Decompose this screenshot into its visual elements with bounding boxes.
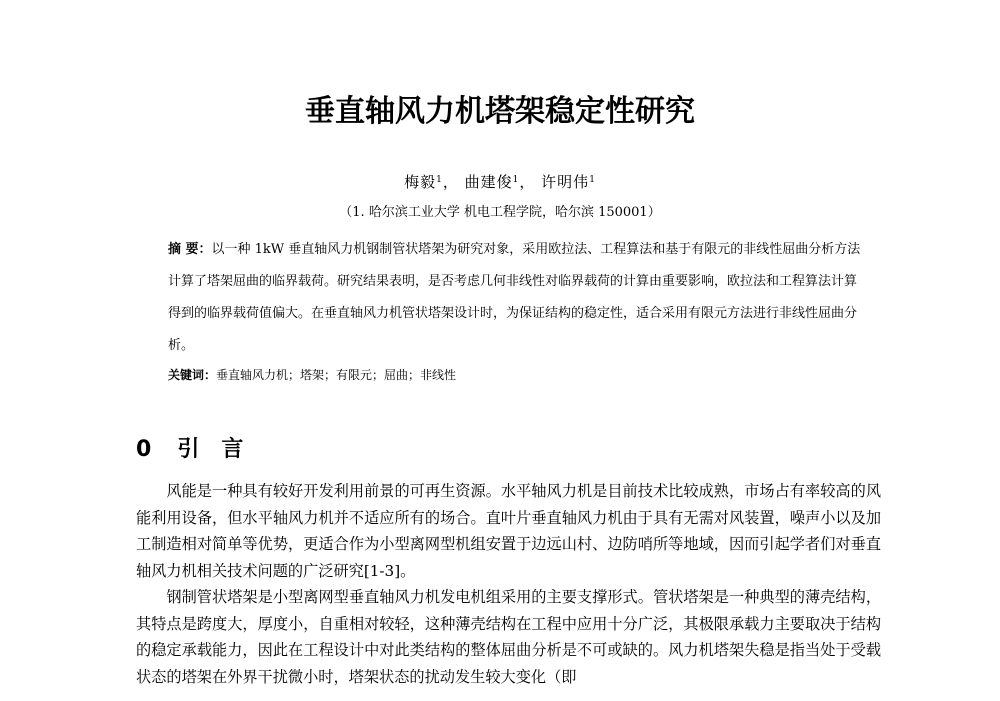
section-heading (136, 436, 265, 464)
author-name: 曲建俊 (464, 173, 513, 191)
author-affiliation-mark: 1 (512, 175, 520, 185)
abstract-text: 以一种 1kW 垂直轴风力机钢制管状塔架为研究对象，采用欧拉法、工程算法和基于有限元的非线性屈曲分析方法计算了塔架屈曲的临界载荷。研究结果表明，是否考虑几何非线性对临界载荷的计算由重要影响，欧拉法和工程算法计算得到的临界载荷值偏大。在垂直轴风力机管状塔架设计时，为保证结构的稳定性，适合采用有限元方法进行非线性屈曲分析。 (168, 242, 861, 353)
section-number: 0 (136, 437, 152, 462)
abstract (168, 234, 868, 362)
author-name: 梅毅 (404, 173, 437, 191)
author-separator: ， (442, 173, 459, 191)
keywords-label: 关键词： (168, 368, 217, 382)
body-text (136, 478, 881, 690)
author-separator: ， (519, 173, 536, 191)
author-affiliation-mark: 1 (589, 175, 596, 185)
affiliation: （1. 哈尔滨工业大学 机电工程学院，哈尔滨 150001） (339, 205, 661, 220)
abstract-label: 摘 要： (168, 242, 212, 257)
keywords (168, 366, 868, 384)
author-list (0, 172, 1000, 192)
paragraph: 风能是一种具有较好开发利用前景的可再生资源。水平轴风力机是目前技术比较成熟，市场占有率较高的风能利用设备，但水平轴风力机并不适应所有的场合。直叶片垂直轴风力机由于具有无需对风装置，噪声小以及加工制造相对简单等优势，更适合作为小型离网型机组安置于边远山村、边防哨所等地域，因而引起学者们对垂直轴风力机相关技术问题的广泛研究[1-3]。 (136, 482, 881, 580)
author-name: 许明伟 (541, 173, 590, 191)
keywords-text: 垂直轴风力机；塔架；有限元；屈曲；非线性 (216, 368, 457, 382)
author-affiliation-mark: 1 (436, 175, 443, 185)
paragraph: 钢制管状塔架是小型离网型垂直轴风力机发电机组采用的主要支撑形式。管状塔架是一种典型的薄壳结构，其特点是跨度大，厚度小，自重相对较轻，这种薄壳结构在工程中应用十分广泛，其极限承载力主要取决于结构的稳定承载能力，因此在工程设计中对此类结构的整体屈曲分析是不可或缺的。风力机塔架失稳是指当处于受载状态的塔架在外界干扰微小时，塔架状态的扰动发生较大变化（即 (136, 588, 881, 686)
paper-title: 垂直轴风力机塔架稳定性研究 (305, 94, 695, 129)
section-title: 引言 (177, 437, 266, 462)
